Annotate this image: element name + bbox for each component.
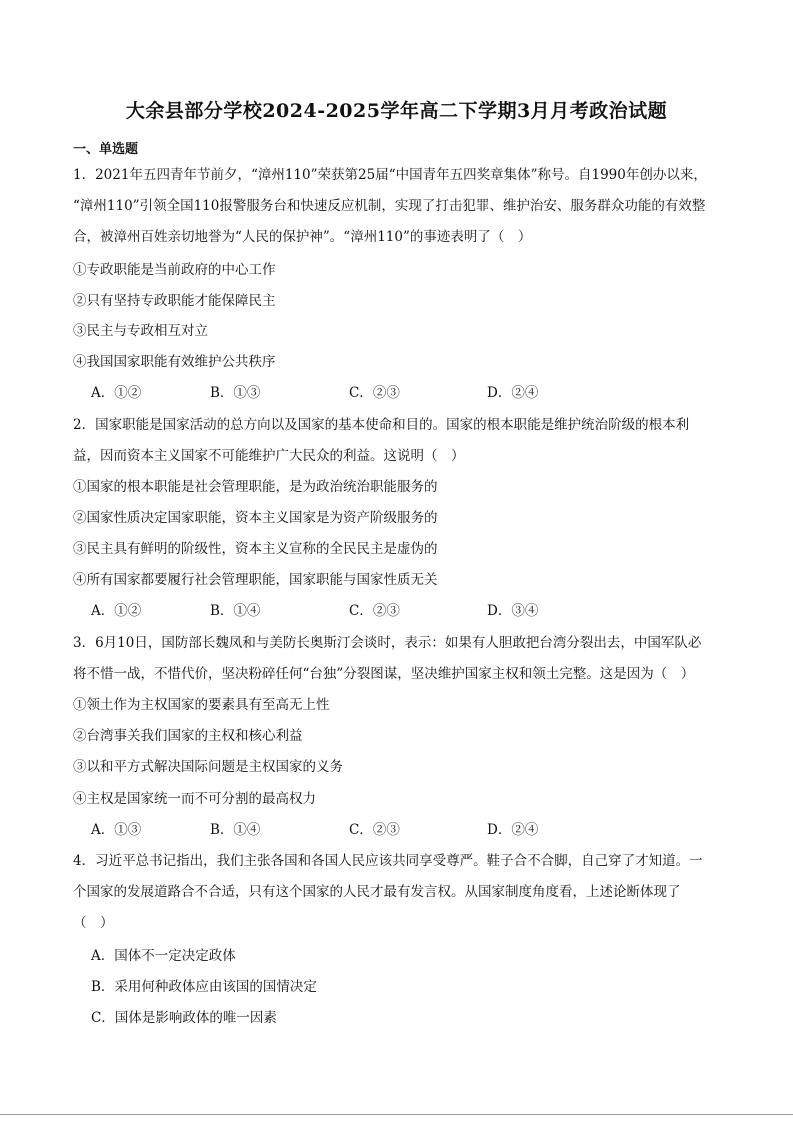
q3-statement-1: ①领土作为主权国家的要素具有至高无上性 [73, 697, 330, 713]
q3-stem-line-2: 将不惜一战，不惜代价，坚决粉碎任何“台独”分裂图谋，坚决维护国家主权和领土完整。这是因为（ ） [73, 666, 695, 682]
q1-option-b[interactable]: B．①③ [210, 385, 261, 401]
q4-option-b[interactable]: B．采用何种政体应由该国的国情决定 [91, 979, 317, 995]
q1-statement-1: ①专政职能是当前政府的中心工作 [73, 262, 276, 278]
q1-statement-4: ④我国国家职能有效维护公共秩序 [73, 354, 276, 370]
q4-stem-line-3: （ ） [73, 915, 114, 931]
q2-option-d[interactable]: D．③④ [487, 603, 539, 619]
q1-stem-line-2: “漳州110”引领全国110报警服务台和快速反应机制，实现了打击犯罪、维护治安、服务群众功能的有效整 [73, 198, 706, 214]
q2-option-c[interactable]: C．②③ [349, 603, 400, 619]
q2-stem-line-1: 2．国家职能是国家活动的总方向以及国家的基本使命和目的。国家的根本职能是维护统治阶级的根本利 [73, 417, 690, 433]
section-heading: 一、单选题 [73, 142, 139, 157]
q2-statement-1: ①国家的根本职能是社会管理职能，是为政治统治职能服务的 [73, 479, 438, 495]
q3-option-d[interactable]: D．②④ [487, 822, 539, 838]
page-bottom-divider [0, 1114, 793, 1115]
q3-statement-2: ②台湾事关我们国家的主权和核心利益 [73, 728, 303, 744]
q1-stem-line-3: 合，被漳州百姓亲切地誉为“人民的保护神”。“漳州110”的事迹表明了（ ） [73, 229, 532, 245]
q2-statement-4: ④所有国家都要履行社会管理职能，国家职能与国家性质无关 [73, 572, 438, 588]
q3-option-c[interactable]: C．②③ [349, 822, 400, 838]
q2-statement-2: ②国家性质决定国家职能，资本主义国家是为资产阶级服务的 [73, 510, 438, 526]
page-title: 大余县部分学校2024-2025学年高二下学期3月月考政治试题 [125, 100, 668, 122]
q4-option-a[interactable]: A．国体不一定决定政体 [91, 948, 236, 964]
q2-option-b[interactable]: B．①④ [210, 603, 261, 619]
q3-stem-line-1: 3．6月10日，国防部长魏凤和与美防长奥斯汀会谈时，表示：如果有人胆敢把台湾分裂出去，中国军队必 [73, 635, 702, 651]
q4-stem-line-2: 个国家的发展道路合不合适，只有这个国家的人民才最有发言权。从国家制度角度看，上述论断体现了 [73, 884, 681, 900]
q4-option-c[interactable]: C．国体是影响政体的唯一因素 [91, 1010, 277, 1026]
q2-stem-line-2: 益，因而资本主义国家不可能维护广大民众的利益。这说明（ ） [73, 448, 465, 464]
q1-option-d[interactable]: D．②④ [487, 385, 539, 401]
q1-option-c[interactable]: C．②③ [349, 385, 400, 401]
q4-stem-line-1: 4．习近平总书记指出，我们主张各国和各国人民应该共同享受尊严。鞋子合不合脚，自己穿了才知道。一 [73, 853, 703, 869]
q3-statement-4: ④主权是国家统一而不可分割的最高权力 [73, 791, 316, 807]
q2-statement-3: ③民主具有鲜明的阶级性，资本主义宣称的全民民主是虚伪的 [73, 541, 438, 557]
q1-stem-line-1: 1．2021年五四青年节前夕，“漳州110”荣获第25届“中国青年五四奖章集体”称号。自1990年创办以来， [73, 167, 707, 183]
q1-statement-2: ②只有坚持专政职能才能保障民主 [73, 293, 276, 309]
q1-option-a[interactable]: A．①② [91, 385, 142, 401]
q3-option-b[interactable]: B．①④ [210, 822, 261, 838]
q3-statement-3: ③以和平方式解决国际问题是主权国家的义务 [73, 759, 343, 775]
q1-statement-3: ③民主与专政相互对立 [73, 323, 208, 339]
q2-option-a[interactable]: A．①② [91, 603, 142, 619]
q3-option-a[interactable]: A．①③ [91, 822, 142, 838]
